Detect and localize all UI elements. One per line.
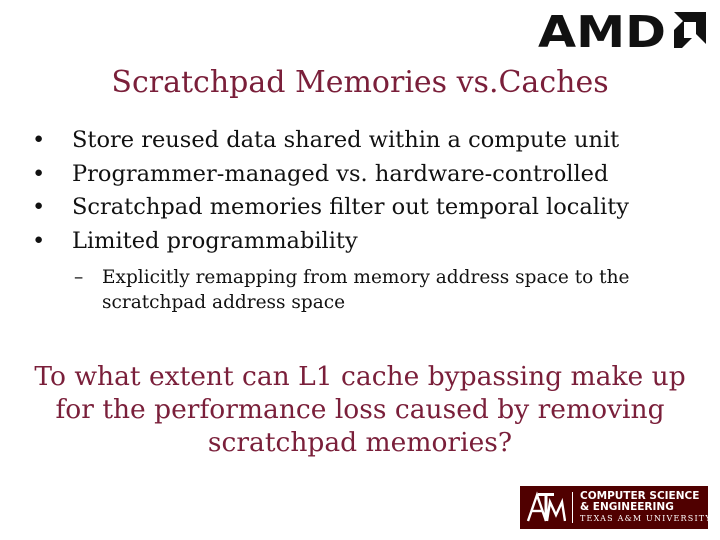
- tamu-logo-line2: & ENGINEERING: [580, 501, 674, 513]
- bullet-dot: •: [32, 227, 46, 254]
- amd-logo: [538, 8, 708, 52]
- bullet-text: Limited programmability: [72, 227, 358, 254]
- tamu-cse-logo: [520, 486, 712, 529]
- bullet-dot: •: [32, 194, 46, 220]
- tamu-logo-line3: TEXAS A&M UNIVERSITY: [580, 514, 712, 523]
- bullet-list: [32, 124, 702, 258]
- bullet-item: [32, 225, 702, 259]
- bullet-dot: •: [32, 127, 46, 153]
- bullet-text: Store reused data shared within a compute unit: [72, 127, 620, 153]
- bullet-text: Programmer-managed vs. hardware-controlled: [72, 160, 609, 187]
- logo-divider: [572, 492, 573, 523]
- bullet-dot: •: [32, 160, 46, 187]
- bullet-item: [32, 158, 702, 192]
- sub-bullet-dash: –: [74, 267, 84, 288]
- amd-logo-text: AMD: [538, 8, 666, 52]
- research-question: To what extent can L1 cache bypassing make up for the performance loss caused by removing scratchpad memories?: [34, 361, 686, 458]
- sub-bullet-text: Explicitly remapping from memory address space to the scratchpad address space: [102, 267, 630, 313]
- tamu-logo-line1: COMPUTER SCIENCE: [580, 490, 700, 502]
- bullet-text: Scratchpad memories filter out temporal locality: [72, 194, 629, 220]
- slide-title: Scratchpad Memories vs.Caches: [111, 65, 609, 100]
- atm-mark-icon: [526, 490, 566, 525]
- sub-bullet: [74, 265, 674, 315]
- bullet-item: [32, 124, 702, 158]
- amd-arrow-icon: [674, 12, 706, 48]
- bullet-item: [32, 191, 702, 225]
